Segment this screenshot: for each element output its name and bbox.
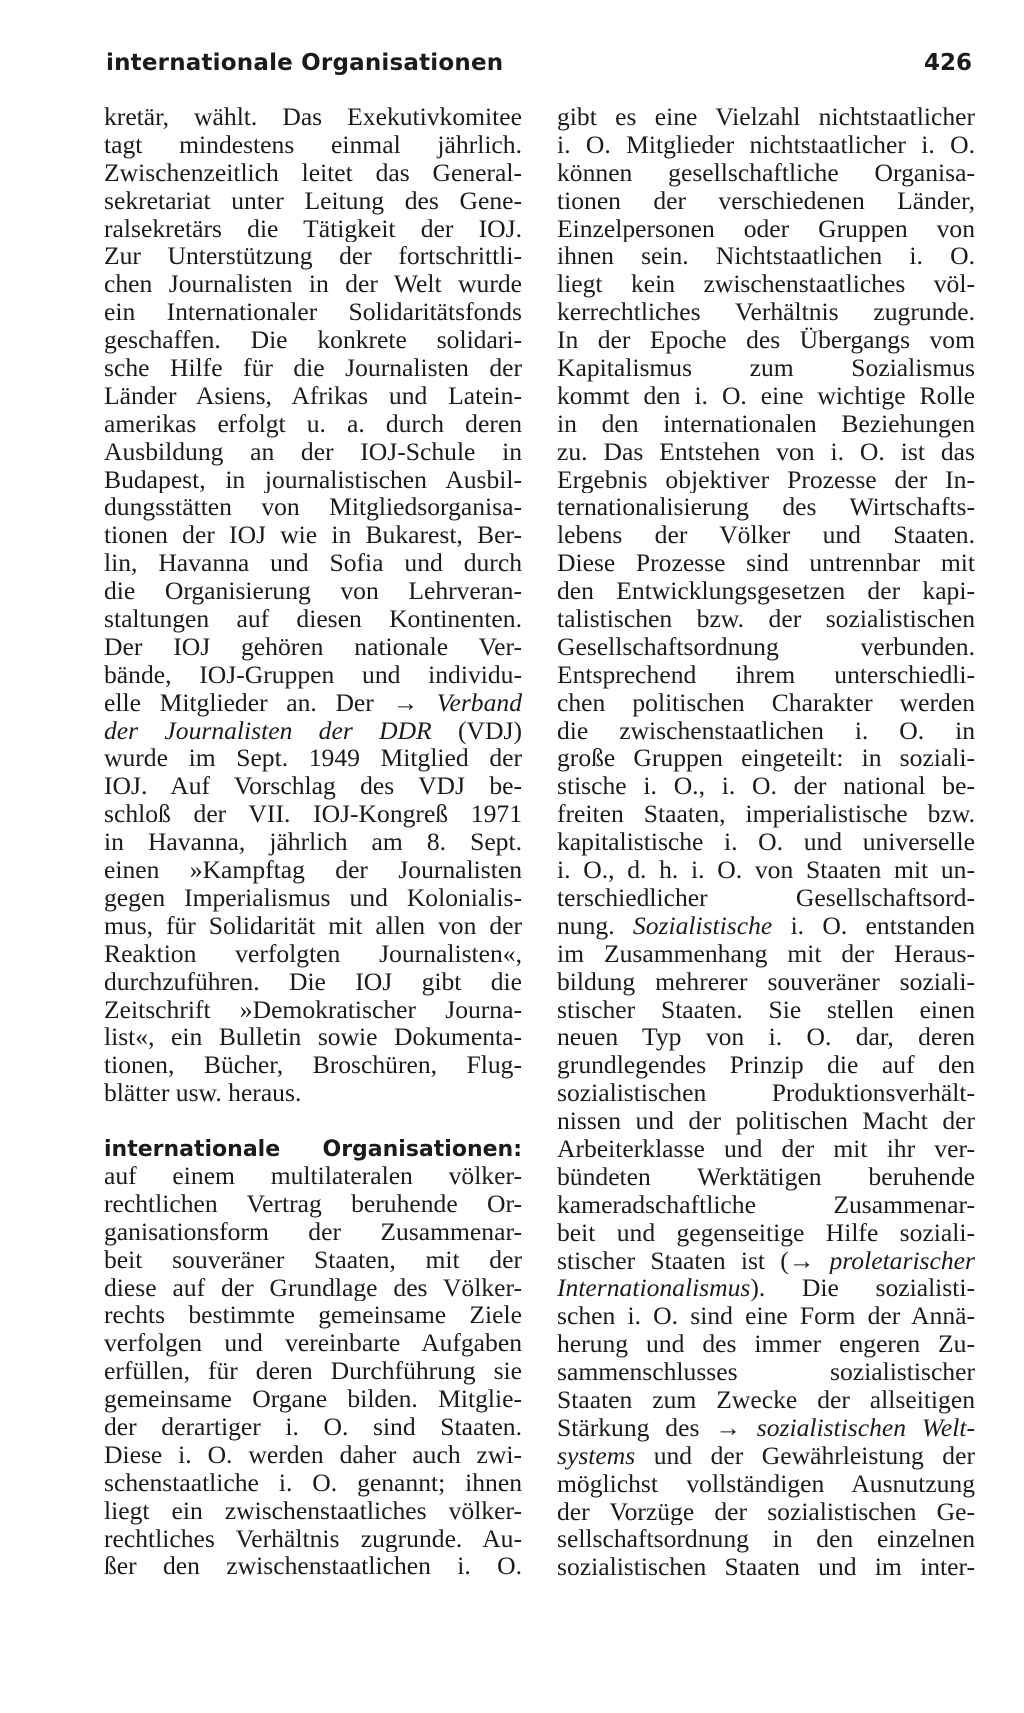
continuation-text (104, 103, 522, 689)
text-line: sekretariat unter Leitung des Gene- (104, 186, 522, 215)
text-line: blätter usw. heraus. (104, 1079, 302, 1108)
text-line: die Organisierung von Lehrveran- (104, 577, 522, 606)
text-line: tionen, Bücher, Broschüren, Flug- (104, 1051, 522, 1080)
text-line: ein Internationaler Solidaritätsfonds (104, 298, 522, 327)
text-line: die zwischenstaatlichen i. O. in (557, 716, 975, 745)
text-line: in den internationalen Beziehungen (557, 409, 975, 438)
text-line: ßer den zwischenstaatlichen i. O. (104, 1552, 522, 1581)
text-line: der derartiger i. O. sind Staaten. (104, 1412, 522, 1441)
text-line: tionen der IOJ wie in Bukarest, Ber- (104, 521, 522, 550)
text-line: elle Mitglieder an. Der → Verband (104, 688, 522, 717)
text-line: Stärkung des → sozialistischen Welt- (557, 1413, 975, 1442)
text-line: der Vorzüge der sozialistischen Ge- (557, 1497, 975, 1526)
text-line: stischer Staaten ist (→ proletarischer (557, 1246, 975, 1275)
text-line: in Havanna, jährlich am 8. Sept. (104, 828, 522, 857)
text-line: den Entwicklungsgesetzen der kapi- (557, 577, 975, 606)
text-line: diese auf der Grundlage des Völker- (104, 1273, 522, 1302)
text-line: ralsekretärs die Tätigkeit der IOJ. (104, 214, 522, 243)
text-line: Staaten zum Zwecke der allseitigen (557, 1385, 975, 1414)
page-number: 426 (923, 50, 972, 76)
text-line: Der IOJ gehören nationale Ver- (104, 632, 522, 661)
text-line: Budapest, in journalistischen Ausbil- (104, 465, 522, 494)
text-line: lebens der Völker und Staaten. (557, 521, 975, 550)
entry-headword: internationale Organisationen: (104, 1137, 522, 1162)
cross-reference: Internationalismus (557, 1274, 751, 1303)
text-line: erfüllen, für deren Durchführung sie (104, 1357, 522, 1386)
text-line: nung. Sozialistische i. O. entstanden (557, 911, 975, 940)
text-line: können gesellschaftliche Organisa- (557, 158, 975, 187)
text-line: ganisationsform der Zusammenar- (104, 1217, 522, 1246)
text-line: liegt ein zwischenstaatliches völker- (104, 1496, 522, 1525)
text-line: zu. Das Entstehen von i. O. ist das (557, 437, 975, 466)
text-line: systems und der Gewährleistung der (557, 1441, 975, 1470)
text-line: der Journalisten der DDR (VDJ) (104, 716, 522, 745)
text-line: kommt den i. O. eine wichtige Rolle (557, 381, 975, 410)
text-line: i. O., d. h. i. O. von Staaten mit un- (557, 856, 975, 884)
text-line: im Zusammenhang mit der Heraus- (557, 939, 975, 968)
text-line: ternationalisierung des Wirtschafts- (557, 493, 975, 522)
text-line: auf einem multilateralen völker- (104, 1161, 522, 1190)
text-line: gegen Imperialismus und Kolonialis- (104, 883, 522, 912)
text-line: i. O. Mitglieder nichtstaatlicher i. O. (557, 130, 975, 159)
text-line: herung und des immer engeren Zu- (557, 1330, 975, 1359)
text-line: sozialistischen Produktionsverhält- (557, 1079, 975, 1108)
cross-reference-arrow: → (392, 688, 419, 717)
page-header (106, 50, 972, 84)
text-line: talistischen bzw. der sozialistischen (557, 605, 975, 633)
text-line: Zur Unterstützung der fortschrittli- (104, 242, 522, 271)
text-line: tagt mindestens einmal jährlich. (104, 130, 522, 159)
text-line: dungsstätten von Mitgliedsorganisa- (104, 493, 522, 522)
text-line: Arbeiterklasse und der mit ihr ver- (557, 1134, 975, 1163)
text-line: gibt es eine Vielzahl nichtstaatlicher (557, 103, 975, 131)
text-line: freiten Staaten, imperialistische bzw. (557, 800, 975, 829)
text-line: kretär, wählt. Das Exekutivkomitee (104, 103, 522, 131)
running-head: internationale Organisationen (106, 50, 504, 76)
text-line: sozialistischen Staaten und im inter- (557, 1553, 975, 1582)
cross-reference: sozialistischen Welt- (756, 1413, 975, 1442)
text-line: Entsprechend ihrem unterschiedli- (557, 660, 975, 689)
text-line: Zwischenzeitlich leitet das General- (104, 158, 522, 187)
text-line: nissen und der politischen Macht der (557, 1107, 975, 1135)
text-line: beit souveräner Staaten, mit der (104, 1245, 522, 1274)
text-line: möglichst vollständigen Ausnutzung (557, 1469, 975, 1498)
text-line: liegt kein zwischenstaatliches völ- (557, 270, 975, 299)
right-text-c (557, 1302, 975, 1414)
text-line: Kapitalismus zum Sozialismus (557, 354, 975, 382)
right-text-a (557, 103, 975, 912)
text-line: Länder Asiens, Afrikas und Latein- (104, 381, 522, 410)
paragraph-gap (104, 1107, 522, 1134)
text-line: Ausbildung an der IOJ-Schule in (104, 437, 522, 466)
emphasis: Sozialistische (632, 911, 773, 940)
text-line: rechts bestimmte gemeinsame Ziele (104, 1301, 522, 1330)
entry-headword-line (104, 1134, 522, 1162)
text-line: Diese Prozesse sind untrennbar mit (557, 549, 975, 578)
text-line: chen politischen Charakter werden (557, 688, 975, 717)
left-column (104, 103, 522, 1580)
text-line: chen Journalisten in der Welt wurde (104, 270, 522, 299)
text-line: verfolgen und vereinbarte Aufgaben (104, 1329, 522, 1358)
text-line: Internationalismus). Die sozialisti- (557, 1274, 975, 1303)
text-line: schenstaatliche i. O. genannt; ihnen (104, 1468, 522, 1497)
text-line: gemeinsame Organe bilden. Mitglie- (104, 1385, 522, 1413)
right-text-d (557, 1470, 975, 1582)
cross-reference: proletarischer (829, 1246, 975, 1275)
text-line: IOJ. Auf Vorschlag des VDJ be- (104, 772, 522, 801)
text-line: große Gruppen eingeteilt: in soziali- (557, 744, 975, 773)
cross-reference: systems (557, 1441, 636, 1470)
cross-reference-arrow: → (715, 1413, 741, 1442)
text-line: lin, Havanna und Sofia und durch (104, 549, 522, 578)
text-line: Ergebnis objektiver Prozesse der In- (557, 465, 975, 494)
text-line: tionen der verschiedenen Länder, (557, 186, 975, 215)
after-reference-text (104, 744, 522, 1107)
text-line: sammenschlusses sozialistischer (557, 1358, 975, 1386)
text-line: kameradschaftliche Zusammenar- (557, 1190, 975, 1219)
cross-reference: Verband (436, 688, 522, 717)
text-line: sche Hilfe für die Journalisten der (104, 354, 522, 382)
text-line: kapitalistische i. O. und universelle (557, 828, 975, 857)
text-line: bündeten Werktätigen beruhende (557, 1162, 975, 1191)
text-line: durchzuführen. Die IOJ gibt die (104, 967, 522, 996)
text-line: list«, ein Bulletin sowie Dokumenta- (104, 1023, 522, 1052)
text-line: ihnen sein. Nichtstaatlichen i. O. (557, 242, 975, 271)
right-text-b (557, 940, 975, 1247)
text-line: neuen Typ von i. O. dar, deren (557, 1023, 975, 1052)
text-line: grundlegendes Prinzip die auf den (557, 1051, 975, 1080)
text-line: kerrechtliches Verhältnis zugrunde. (557, 298, 975, 327)
cross-reference-arrow: → (788, 1246, 815, 1275)
text-line: Gesellschaftsordnung verbunden. (557, 632, 975, 661)
text-line: Diese i. O. werden daher auch zwi- (104, 1440, 522, 1469)
entry-definition (104, 1162, 522, 1580)
text-line: Einzelpersonen oder Gruppen von (557, 214, 975, 243)
cross-reference: der Journalisten der DDR (104, 716, 432, 745)
text-line: Reaktion verfolgten Journalisten«, (104, 939, 522, 968)
text-line: geschaffen. Die konkrete solidari- (104, 326, 522, 355)
text-line: rechtlichen Vertrag beruhende Or- (104, 1189, 522, 1218)
text-line: schloß der VII. IOJ-Kongreß 1971 (104, 800, 522, 829)
text-line: beit und gegenseitige Hilfe soziali- (557, 1218, 975, 1247)
text-line: schen i. O. sind eine Form der Annä- (557, 1302, 975, 1331)
text-line: wurde im Sept. 1949 Mitglied der (104, 744, 522, 773)
text-line: einen »Kampftag der Journalisten (104, 856, 522, 884)
text-line: stischer Staaten. Sie stellen einen (557, 995, 975, 1024)
text-line: mus, für Solidarität mit allen von der (104, 911, 522, 940)
text-line: Zeitschrift »Demokratischer Journa- (104, 995, 522, 1024)
text-line: stische i. O., i. O. der national be- (557, 772, 975, 801)
text-line: terschiedlicher Gesellschaftsord- (557, 883, 975, 912)
text-line: sellschaftsordnung in den einzelnen (557, 1525, 975, 1554)
text-line: amerikas erfolgt u. a. durch deren (104, 409, 522, 438)
text-line: In der Epoche des Übergangs vom (557, 326, 975, 355)
text-line: bände, IOJ-Gruppen und individu- (104, 660, 522, 689)
right-column (557, 103, 975, 1581)
text-line: rechtliches Verhältnis zugrunde. Au- (104, 1524, 522, 1553)
text-line: staltungen auf diesen Kontinenten. (104, 605, 522, 633)
text-line: bildung mehrerer souveräner soziali- (557, 967, 975, 996)
